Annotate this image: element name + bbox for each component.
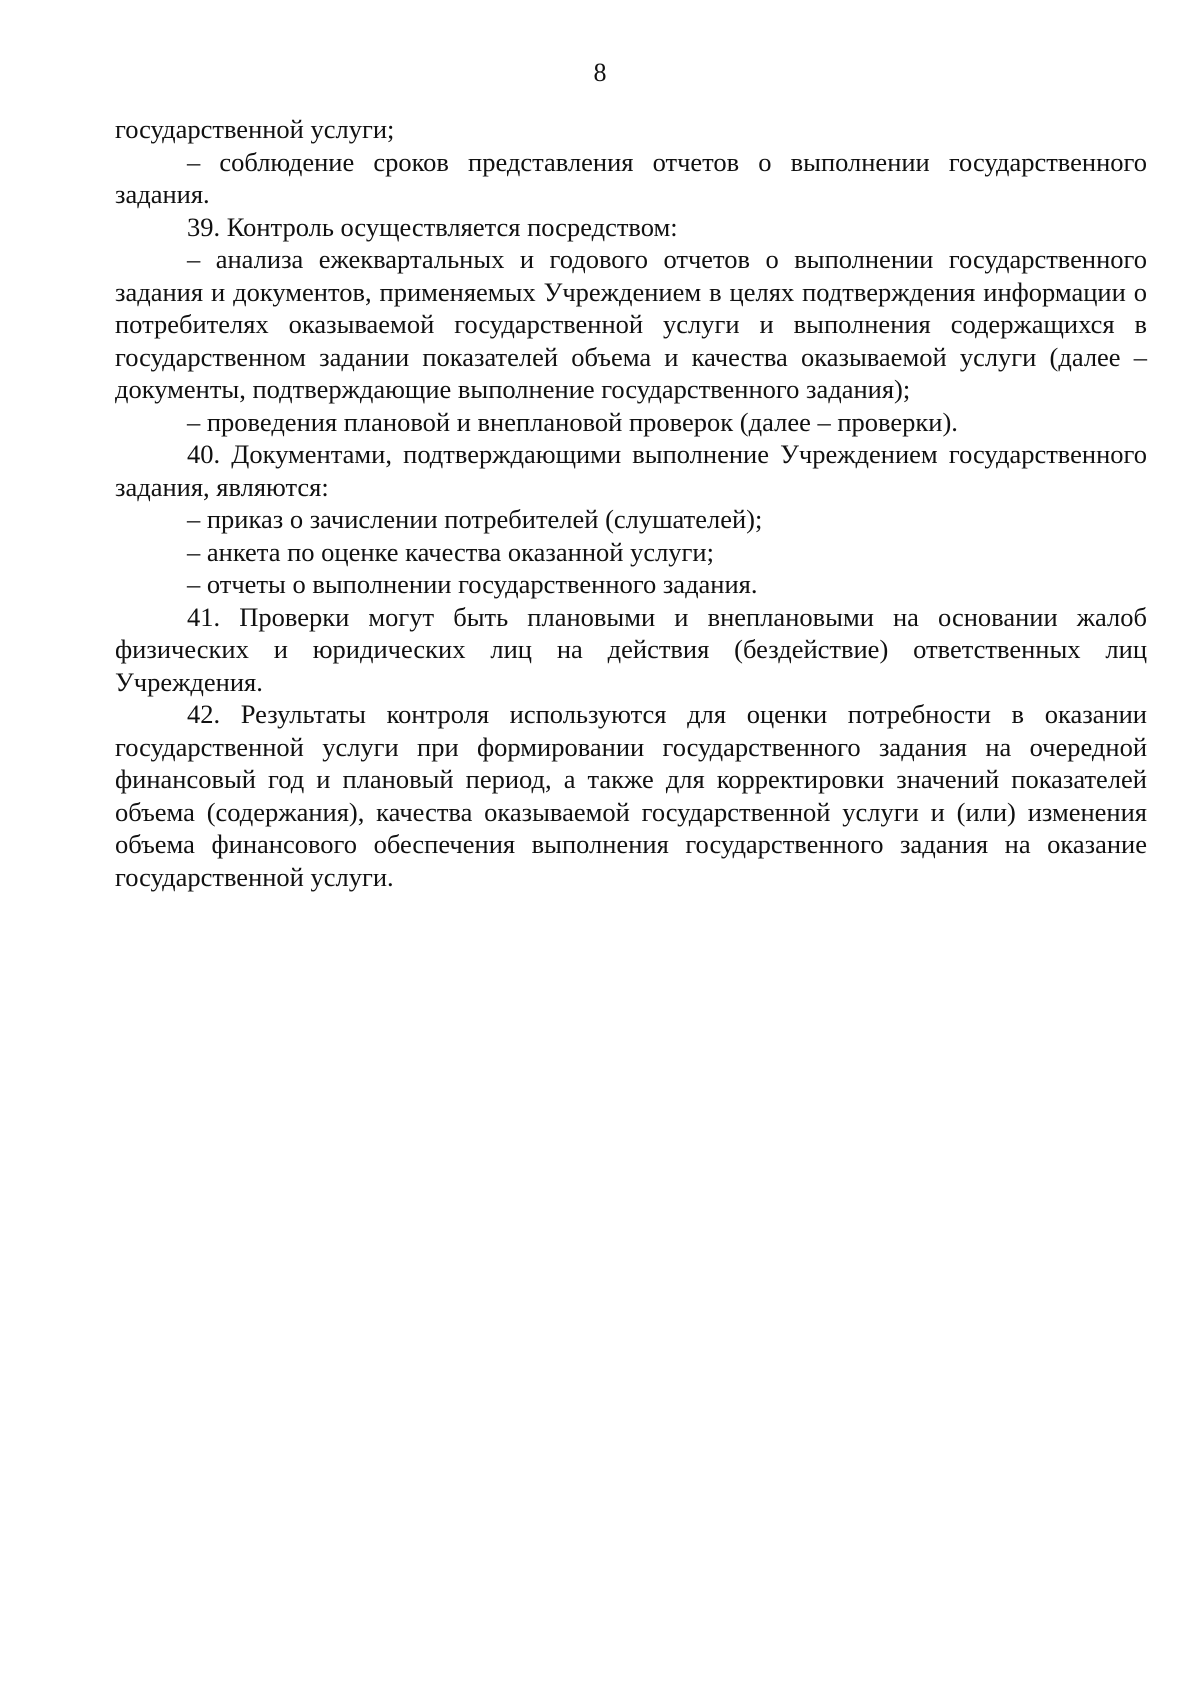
paragraph-deadline-compliance: – соблюдение сроков представления отчетов о выполнении государственного задания.: [115, 146, 1147, 209]
paragraph-39: 39. Контроль осуществляется посредством:: [187, 211, 678, 242]
paragraph-continuation: государственной услуги;: [115, 114, 395, 144]
paragraph-41: 41. Проверки могут быть плановыми и внеплановыми на основании жалоб физических и юридических лиц на действия (бездействие) ответственных лиц Учреждения.: [115, 601, 1147, 697]
list-item-reports: – отчеты о выполнении государственного задания.: [187, 569, 758, 599]
paragraph-40: 40. Документами, подтверждающими выполнение Учреждением государственного задания, являются:: [115, 439, 1147, 502]
paragraph-report-analysis: – анализа ежеквартальных и годового отчетов о выполнении государственного задания и документов, применяемых Учреждением в целях подтверждения информации о потребителях оказываемой государственной услуги и выполнения содержащихся в государственном задании показателей объема и качества оказываемой услуги (далее – документы, подтверждающие выполнение государственного задания);: [115, 244, 1147, 404]
document-body: [115, 113, 1147, 893]
page-number: 8: [593, 58, 607, 87]
list-item-enrollment-order: – приказ о зачислении потребителей (слушателей);: [187, 504, 763, 534]
list-item-quality-survey: – анкета по оценке качества оказанной услуги;: [187, 536, 714, 567]
paragraph-42: 42. Результаты контроля используются для оценки потребности в оказании государственной услуги при формировании государственного задания на очередной финансовый год и плановый период, а также для корректировки значений показателей объема (содержания), качества оказываемой государственной услуги и (или) изменения объема финансового обеспечения выполнения государственного задания на оказание государственной услуги.: [115, 699, 1147, 892]
paragraph-inspections: – проведения плановой и внеплановой проверок (далее – проверки).: [187, 406, 958, 437]
